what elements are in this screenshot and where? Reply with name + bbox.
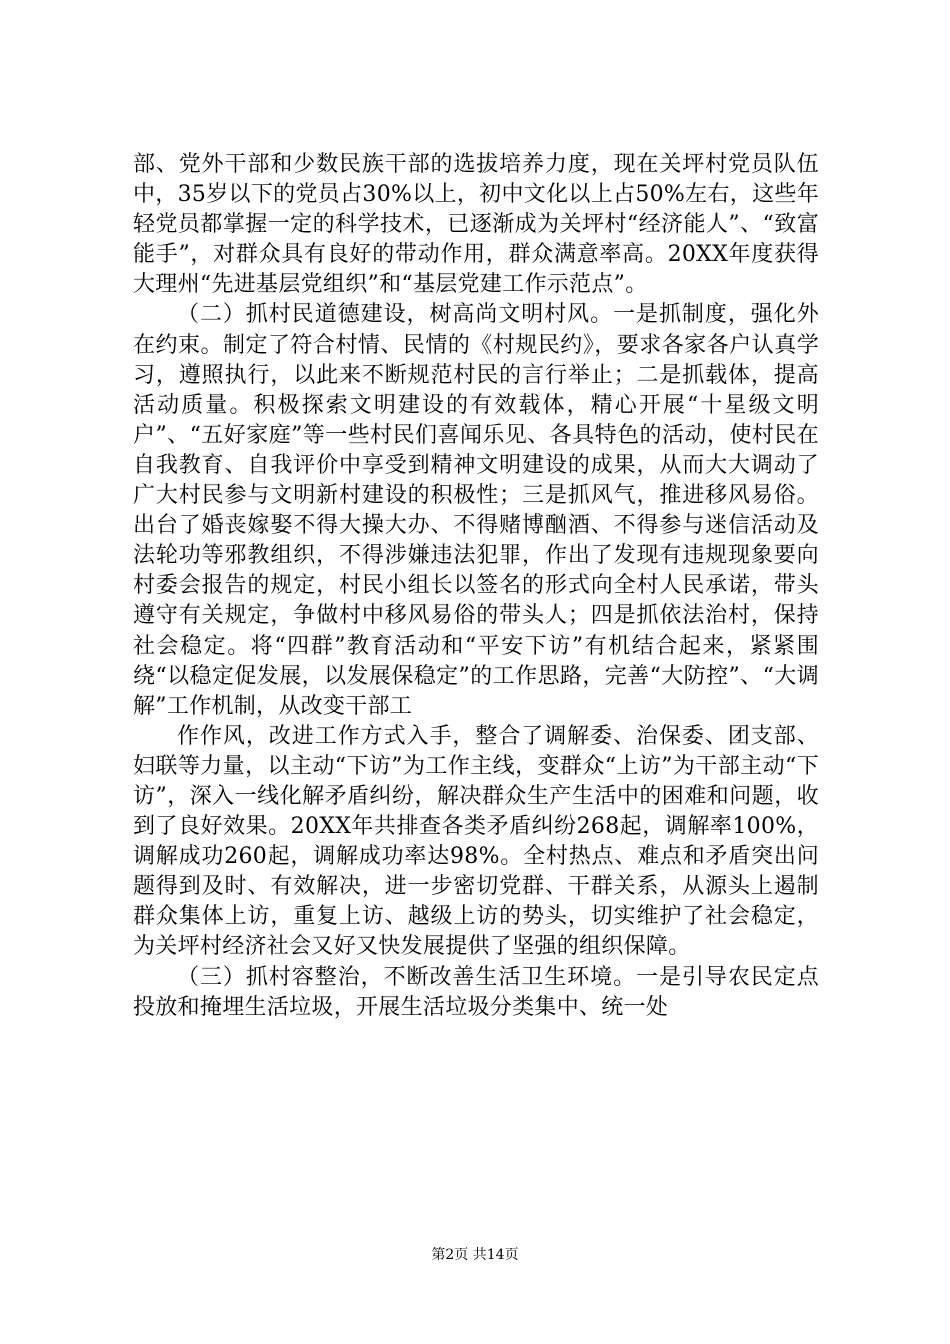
page-number-footer: 第2页 共14页 (431, 1247, 519, 1263)
paragraph-2: （二）抓村民道德建设，树高尚文明村风。一是抓制度，强化外在约束。制定了符合村情、民情的《村规民约》，要求各家各户认真学习，遵照执行，以此来不断规范村民的言行举止；二是抓载体，提高活动质量。积极探索文明建设的有效载体，精心开展“十星级文明户”、“五好家庭”等一些村民们喜闻乐见、各具特色的活动，使村民在自我教育、自我评价中享受到精神文明建设的成果，从而大大调动了广大村民参与文明新村建设的积极性；三是抓风气，推进移风易俗。出台了婚丧嫁娶不得大操大办、不得赌博酗酒、不得参与迷信活动及法轮功等邪教组织，不得涉嫌违法犯罪，作出了发现有违规现象要向村委会报告的规定，村民小组长以签名的形式向全村人民承诺，带头遵守有关规定，争做村中移风易俗的带头人；四是抓依法治村，保持社会稳定。将“四群”教育活动和“平安下访”有机结合起来，紧紧围绕“以稳定促发展，以发展保稳定”的工作思路，完善“大防控”、“大调解”工作机制，从改变干部工 (133, 302, 819, 719)
document-body (133, 150, 819, 1023)
paragraph-4: （三）抓村容整治，不断改善生活卫生环境。一是引导农民定点投放和掩埋生活垃圾，开展生活垃圾分类集中、统一处 (133, 964, 819, 1020)
paragraph-3: 作作风，改进工作方式入手，整合了调解委、治保委、团支部、妇联等力量，以主动“下访”为工作主线，变群众“上访”为干部主动“下访”，深入一线化解矛盾纠纷，解决群众生产生活中的困难和问题，收到了良好效果。20XX年共排查各类矛盾纠纷268起，调解率100%，调解成功260起，调解成功率达98%。全村热点、难点和矛盾突出问题得到及时、有效解决，进一步密切党群、干群关系，从源头上遏制群众集体上访，重复上访、越级上访的势头，切实维护了社会稳定，为关坪村经济社会又好又快发展提供了坚强的组织保障。 (133, 723, 819, 960)
paragraph-1: 部、党外干部和少数民族干部的选拔培养力度，现在关坪村党员队伍中，35岁以下的党员占30%以上，初中文化以上占50%左右，这些年轻党员都掌握一定的科学技术，已逐渐成为关坪村“经济能人”、“致富能手”，对群众具有良好的带动作用，群众满意率高。20XX年度获得大理州“先进基层党组织”和“基层党建工作示范点”。 (133, 152, 819, 298)
